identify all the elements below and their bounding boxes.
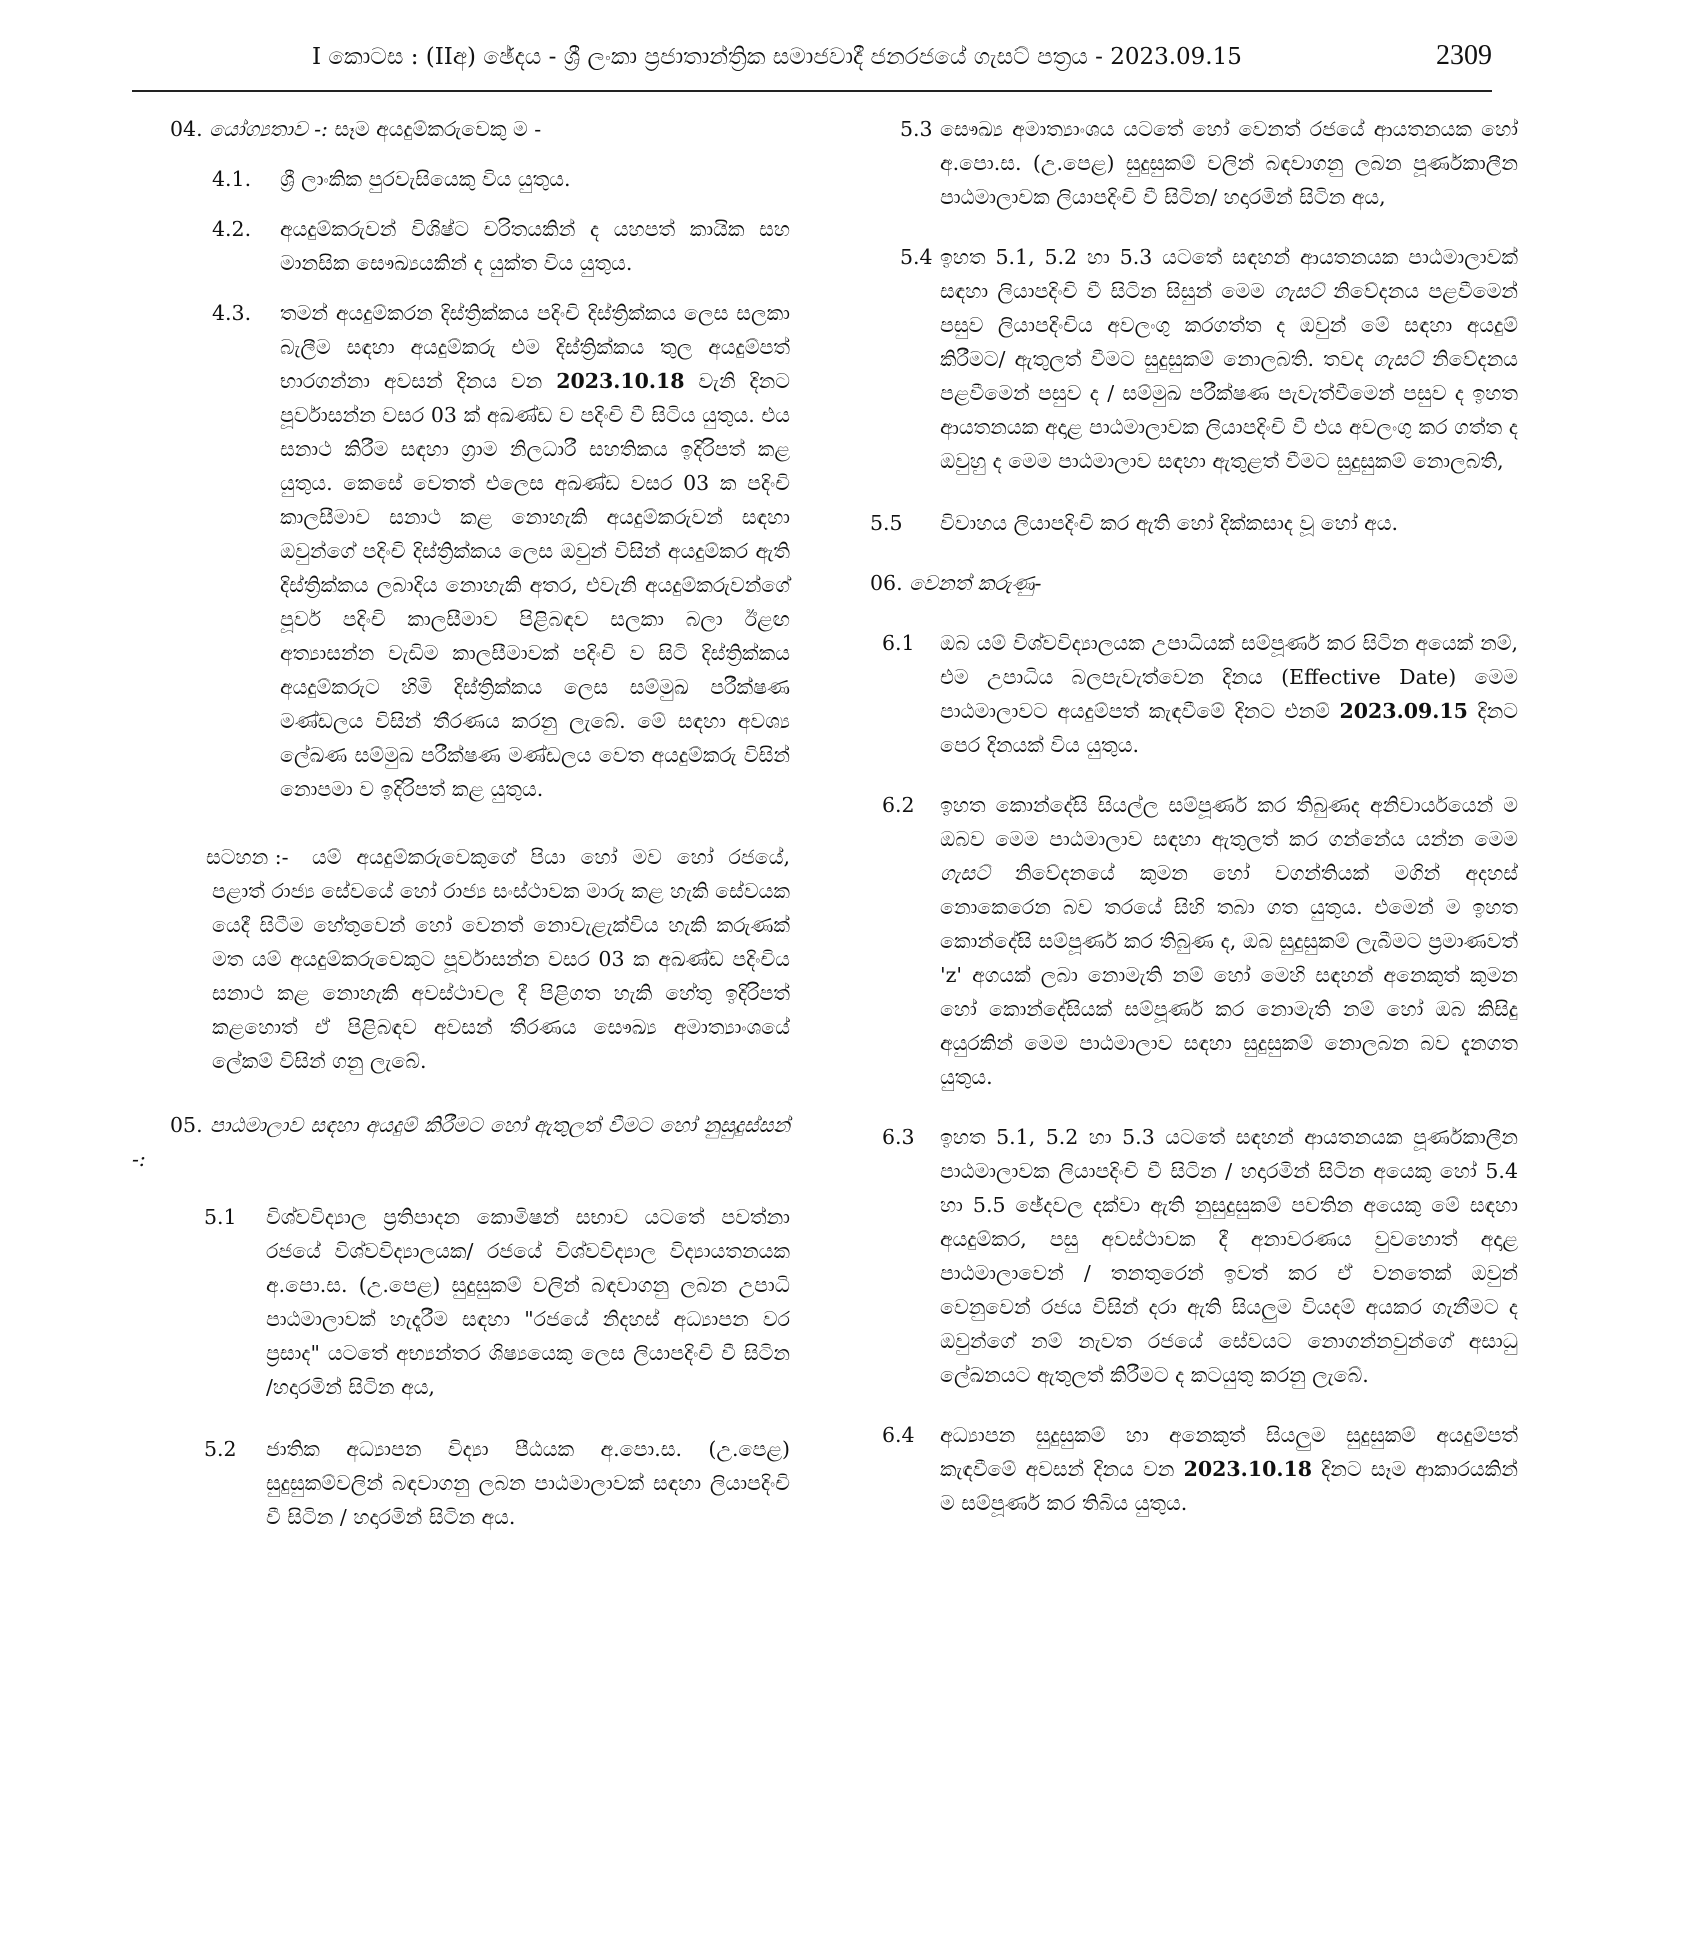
section-number: 05.: [170, 1113, 203, 1137]
section-4-1: [132, 162, 790, 196]
section-number: 4.2.: [212, 217, 252, 241]
section-5-3: [860, 112, 1518, 214]
section-number: 06.: [870, 571, 903, 595]
section-5-4: [860, 240, 1518, 478]
section-label: යෝග්‍යතාව -:: [209, 117, 328, 141]
section-number: 5.5: [870, 511, 903, 535]
section-5-5: [860, 506, 1518, 540]
left-column: [132, 112, 790, 1534]
section-5-1: [132, 1200, 790, 1404]
right-column: [860, 112, 1518, 1520]
section-text: පාඨමාලාව සඳහා අයදුම් කිරීමට හෝ ඇතුලත් වීමට හෝ නුසුදුස්සන් -:: [132, 1113, 790, 1171]
section-number: 4.1.: [212, 167, 252, 191]
application-date: 2023.09.15: [1339, 699, 1468, 723]
section-text: ඔබ යම් විශ්වවිද්‍යාලයක උපාධියක් සම්පූර්ණ කර සිටින අයෙක් නම්, එම උපාධිය බලපැවැත්වෙන දිනය (Effective Date) මෙම පාඨමාලාවට අයදුම්පත් කැඳවීමේ දිනට එනම්: [940, 631, 1518, 723]
section-number: 5.2: [204, 1437, 237, 1461]
section-4-2: [132, 212, 790, 280]
section-text: ජාතික අධ්‍යාපන විද්‍යා පීඨයක අ.පො.ස. (උ.පෙළ) සුදුසුකම්වලින් බඳවාගනු ලබන පාඨමාලාවක් සඳහා ලියාපදිංචි වී සිටින / හදාරමින් සිටින අය.: [266, 1437, 790, 1529]
section-text-cont: නිවේදනයේ කුමන හෝ වගන්තියක් මගින් අදහස් නොකෙරෙන බව තරයේ සිහි තබා ගත යුතුය. එමෙන් ම ඉහත කොන්දේසි සම්පූර්ණ කර තිබුණ ද, ඔබ සුදුසුකම් ලැබීමට ප්‍රමාණවත් 'z' අගයක් ලබා නොමැති නම් හෝ මෙහි සඳහන් අනෙකුත් කුමන හෝ කොන්දේසියක් සම්පූර්ණ කර නොමැති නම් හෝ ඔබ කිසිදු අයුරකින් මෙම පාඨමාලාව සඳහා සුදුසුකම් නොලබන බව දැනගත යුතුය.: [940, 861, 1518, 1089]
section-6-4: [860, 1418, 1518, 1520]
gazette-word: ගැසට්: [1274, 279, 1324, 303]
section-6-1: [860, 626, 1518, 762]
section-text-cont: දිනට පෙර දිනයක් විය යුතුය.: [940, 699, 1518, 757]
section-04: [170, 112, 790, 146]
gazette-word: ගැසට්: [1373, 347, 1423, 371]
closing-date: 2023.10.18: [1183, 1457, 1313, 1481]
section-text: ඉහත 5.1, 5.2 හා 5.3 යටතේ සඳහන් ආයතනයක පූර්ණකාලීන පාඨමාලාවක ලියාපදිංචි වී සිටින / හදාරමින් සිටින අයෙකු හෝ 5.4 හා 5.5 ඡේදවල දක්වා ඇති නුසුදුසුකම් පවතින අයෙකු මේ සඳහා අයදුම්කර, පසු අවස්ථාවක දී අනාවරණය වුවහොත් අදාළ පාඨමාලාවෙන් / තනතුරෙන් ඉවත් කර ඒ වනතෙක් ඔවුන් වෙනුවෙන් රජය විසින් දරා ඇති සියලුම වියදම් අයකර ගැනීමට ද ඔවුන්ගේ නම් නැවත රජයේ සේවයට නොගන්නවුන්ගේ අසාධු ලේඛනයට ඇතුලත් කිරීමට ද කටයුතු කරනු ලැබේ.: [940, 1125, 1518, 1387]
gazette-header: [132, 38, 1492, 92]
section-text-cont: දිනට සෑම ආකාරයකින් ම සම්පූර්ණ කර තිබිය යුතුය.: [940, 1457, 1518, 1515]
section-4-3: [132, 296, 790, 806]
section-number: 5.4: [900, 245, 933, 269]
section-text: ඉහත 5.1, 5.2 හා 5.3 යටතේ සඳහන් ආයතනයක පාඨමාලාවක් සඳහා ලියාපදිංචි වී සිටින සිසුන් මෙම: [940, 245, 1518, 303]
section-number: 5.1: [204, 1205, 237, 1229]
section-text: සෞඛ්‍ය අමාත්‍යාංශය යටතේ හෝ වෙනත් රජයේ ආයතනයක හෝ අ.පො.ස. (උ.පෙළ) සුදුසුකම් වලින් බඳවාගනු ලබන පූර්ණකාලීන පාඨමාලාවක ලියාපදිංචි වී සිටින/ හදාරමින් සිටින අය,: [940, 117, 1519, 209]
section-6-3: [860, 1120, 1518, 1392]
section-number: 6.1: [882, 631, 915, 655]
note-block: [132, 840, 790, 1078]
section-5-2: [132, 1432, 790, 1534]
section-text: ශ්‍රී ලාංකික පුරවැසියෙකු විය යුතුය.: [280, 167, 571, 191]
section-06: [860, 566, 1518, 600]
section-number: 6.4: [882, 1423, 915, 1447]
note-text: යම් අයදුම්කරුවෙකුගේ පියා හෝ මව හෝ රජයේ, පළාත් රාජ්‍ය සේවයේ හෝ රාජ්‍ය සංස්ථාවක මාරු කළ හැකි සේවයක යෙදී සිටීම හේතුවෙන් හෝ වෙනත් නොවැළැක්විය හැකි කරුණක් මත යම් අයදුම්කරුවෙකුට පූර්වාසන්න වසර 03 ක අඛණ්ඩ පදිංචිය සනාථ කළ නොහැකි අවස්ථාවල දී පිළිගත හැකි හේතු ඉදිරිපත් කළහොත් ඒ පිළිබඳව අවසන් තීරණය සෞඛ්‍ය අමාත්‍යාංශයේ ලේකම් විසින් ගනු ලැබේ.: [212, 845, 790, 1073]
section-number: 5.3: [900, 117, 933, 141]
section-number: 04.: [170, 117, 203, 141]
section-text: තමන් අයදුම්කරන දිස්ත්‍රික්කය පදිංචි දිස්ත්‍රික්කය ලෙස සලකා බැලීම සඳහා අයදුම්කරු එම දිස්ත්‍රික්කය තුල අයදුම්පත් භාරගන්නා අවසන් දිනය වන: [280, 301, 790, 393]
section-6-2: [860, 788, 1518, 1094]
section-text: සෑම අයදුම්කරුවෙකු ම -: [334, 117, 542, 141]
note-label: සටහන :-: [206, 845, 289, 869]
section-text-cont: වැනි දිනට පූර්වාසන්න වසර 03 ක් අඛණ්ඩ ව පදිංචි වී සිටිය යුතුය. එය සනාථ කිරීම සඳහා ග්‍රාම නිලධාරී සහතිකය ඉදිරිපත් කළ යුතුය. කෙසේ වෙතත් එලෙස අඛණ්ඩ වසර 03 ක පදිංචි කාලසීමාව සනාථ කළ නොහැකි අයදුම්කරුවන් සඳහා ඔවුන්ගේ පදිංචි දිස්ත්‍රික්කය ලෙස ඔවුන් විසින් අයදුම්කර ඇති දිස්ත්‍රික්කය ලබාදිය නොහැකි අතර, එවැනි අයදුම්කරුවන්ගේ පූර්ව පදිංචි කාලසීමාව පිළිබඳව සලකා බලා ඊළඟ අත්‍යාසන්න වැඩිම කාලසීමාවක් පදිංචි ව සිටි දිස්ත්‍රික්කය අයදුම්කරුට හිමි දිස්ත්‍රික්කය ලෙස සම්මුඛ පරීක්ෂණ මණ්ඩලය විසින් තීරණය කරනු ලැබේ. මේ සඳහා අවශ්‍ය ලේඛණ සම්මුඛ පරීක්ෂණ මණ්ඩලය වෙත අයදුම්කරු විසින් නොපමා ව ඉදිරිපත් කළ යුතුය.: [280, 369, 790, 801]
section-text: විවාහය ලියාපදිංචි කර ඇති හෝ දික්කසාද වූ හෝ අය.: [940, 511, 1399, 535]
section-text: අයදුම්කරුවන් විශිෂ්ට චරිතයකින් ද යහපත් කායික සහ මානසික සෞඛ්‍යයකින් ද යුක්ත විය යුතුය.: [280, 217, 790, 275]
closing-date: 2023.10.18: [556, 369, 685, 393]
section-number: 6.2: [882, 793, 915, 817]
section-text: අධ්‍යාපන සුදුසුකම් හා අනෙකුත් සියලුම සුදුසුකම් අයදුම්පත් කැඳවීමේ අවසන් දිනය වන: [940, 1423, 1518, 1481]
section-text-cont: නිවේදනය පළවීමෙන් පසුව ද / සම්මුඛ පරීක්ෂණ පැවැත්වීමෙන් පසුව ද ඉහත ආයතනයක අදාළ පාඨමාලාවක ලියාපදිංචි වී එය අවලංගු කර ගත්ත ද ඔවුහු ද මෙම පාඨමාලාව සඳහා ඇතුළත් වීමට සුදුසුකම් නොලබති,: [940, 347, 1518, 473]
section-text: ඉහත කොන්දේසි සියල්ල සම්පූර්ණ කර තිබුණද අනිවාර්යයෙන් ම ඔබව මෙම පාඨමාලාව සඳහා ඇතුලත් කර ගන්නේය යන්න මෙම: [940, 793, 1518, 851]
section-05: [132, 1108, 790, 1176]
section-number: 6.3: [882, 1125, 915, 1149]
gazette-word: ගැසට්: [940, 861, 990, 885]
page-number: 2309: [1436, 40, 1492, 71]
section-text: වෙනත් කරුණු-: [909, 571, 1042, 595]
section-text: විශ්වවිද්‍යාල ප්‍රතිපාදන කොමිෂන් සභාව යටතේ පවත්නා රජයේ විශ්වවිද්‍යාලයක/ රජයේ විශ්වවිද්‍යාල විද්‍යායතනයක අ.පො.ස. (උ.පෙළ) සුදුසුකම් වලින් බඳවාගනු ලබන උපාධි පාඨමාලාවක් හැදෑරීම සඳහා "රජයේ නිදහස් අධ්‍යාපන වර ප්‍රසාද" යටතේ අභ්‍යන්තර ශිෂ්‍යයෙකු ලෙස ලියාපදිංචි වී සිටින /හදාරමින් සිටින අය,: [266, 1205, 790, 1399]
section-text-cont: නිවේදනය පළවීමෙන් පසුව ලියාපදිංචිය අවලංගු කරගත්ත ද ඔවුන් මේ සඳහා අයදුම් කිරීමට/ ඇතුලත් වීමට සුදුසුකම් නොලබති. තවද: [940, 279, 1518, 371]
section-number: 4.3.: [212, 301, 252, 325]
header-title: I කොටස : (IIඅ) ඡේදය - ශ්‍රී ලංකා ප්‍රජාතාන්ත්‍රික සමාජවාදී ජනරජයේ ගැසට් පත්‍රය - 2023.09.15: [312, 44, 1242, 70]
